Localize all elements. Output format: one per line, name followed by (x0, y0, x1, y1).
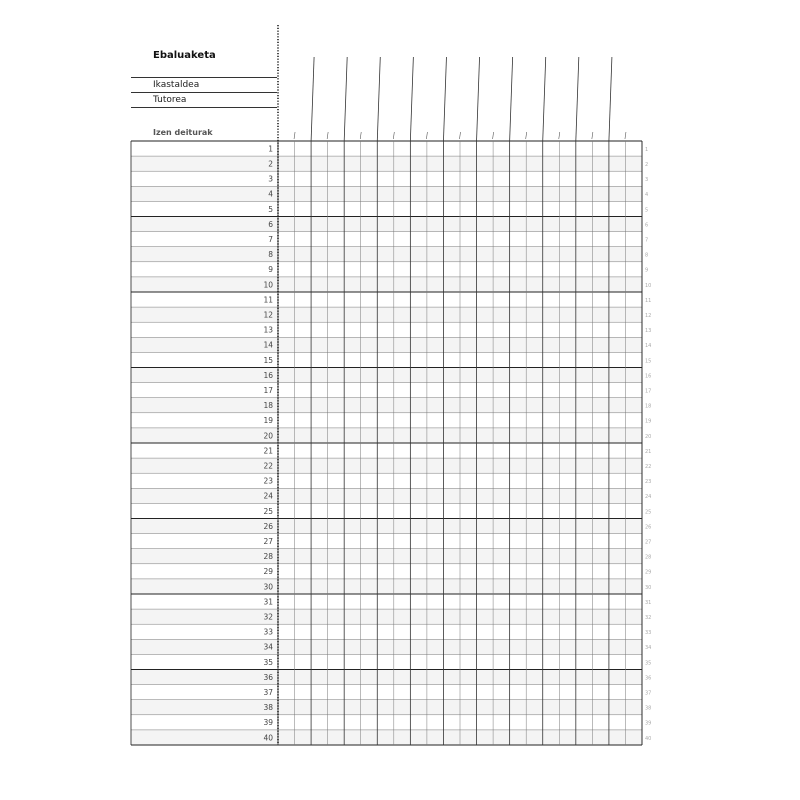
row-shade (131, 277, 642, 292)
row-number-secondary: 11 (645, 297, 652, 304)
row-number-secondary: 19 (645, 418, 652, 425)
row-shade (131, 639, 642, 654)
row-number: 10 (263, 280, 273, 290)
header-tick (592, 132, 593, 139)
header-slant-line (477, 57, 480, 141)
row-number: 25 (263, 506, 273, 516)
row-number: 6 (268, 219, 273, 229)
row-number: 16 (263, 370, 273, 380)
field-label-group: Ikastaldea (153, 80, 200, 90)
row-number-secondary: 5 (645, 207, 649, 214)
row-number-secondary: 35 (645, 660, 652, 667)
row-shade (131, 217, 642, 232)
row-number-secondary: 26 (645, 524, 652, 531)
row-number: 12 (263, 310, 273, 320)
row-number: 40 (263, 733, 273, 743)
row-shade (131, 186, 642, 201)
row-number: 14 (263, 340, 273, 350)
row-number-secondary: 16 (645, 373, 652, 380)
row-number: 27 (263, 536, 273, 546)
row-number: 15 (263, 355, 273, 365)
row-number-secondary: 38 (645, 705, 652, 712)
row-shade (131, 307, 642, 322)
row-number-secondary: 39 (645, 720, 652, 727)
row-number-secondary: 9 (645, 267, 649, 274)
header-slant-line (543, 57, 546, 141)
header-tick (327, 132, 328, 139)
header-slant-line (510, 57, 513, 141)
row-number: 13 (263, 325, 273, 335)
row-number-secondary: 2 (645, 161, 649, 168)
header-tick (460, 132, 461, 139)
row-number: 32 (263, 612, 273, 622)
header-slant-line (609, 57, 612, 141)
header-tick (360, 132, 361, 139)
row-number-secondary: 29 (645, 569, 652, 576)
row-number-secondary: 40 (645, 735, 652, 742)
row-number-secondary: 37 (645, 690, 652, 697)
row-number-secondary: 33 (645, 630, 652, 637)
row-number-secondary: 13 (645, 328, 652, 335)
row-number: 2 (268, 159, 273, 169)
row-number-secondary: 36 (645, 675, 652, 682)
row-number-secondary: 20 (645, 433, 652, 440)
header-slant-line (443, 57, 446, 141)
row-number: 24 (263, 491, 273, 501)
row-number-secondary: 3 (645, 177, 649, 184)
row-shade (131, 549, 642, 564)
row-shade (131, 700, 642, 715)
row-shade (131, 579, 642, 594)
row-number-secondary: 6 (645, 222, 649, 229)
row-number-secondary: 10 (645, 282, 652, 289)
row-number: 21 (263, 446, 273, 456)
row-number: 22 (263, 461, 273, 471)
row-number-secondary: 8 (645, 252, 649, 259)
row-shade (131, 730, 642, 745)
row-number: 19 (263, 416, 273, 426)
row-number: 31 (263, 597, 273, 607)
row-number-secondary: 30 (645, 584, 652, 591)
row-shade (131, 368, 642, 383)
row-number: 1 (268, 144, 273, 154)
row-number: 33 (263, 627, 273, 637)
row-shade (131, 670, 642, 685)
names-column-label: Izen deiturak (153, 128, 213, 137)
row-number-secondary: 32 (645, 614, 652, 621)
row-number: 8 (268, 250, 273, 260)
header-tick (559, 132, 560, 139)
row-shade (131, 156, 642, 171)
row-number: 23 (263, 476, 273, 486)
row-number-secondary: 25 (645, 509, 652, 516)
row-shade (131, 428, 642, 443)
row-number: 20 (263, 431, 273, 441)
row-number: 7 (268, 234, 273, 244)
header-tick (493, 132, 494, 139)
row-number: 30 (263, 582, 273, 592)
row-number: 26 (263, 521, 273, 531)
row-number: 38 (263, 703, 273, 713)
row-number-secondary: 28 (645, 554, 652, 561)
row-number: 4 (268, 189, 273, 199)
row-number-secondary: 17 (645, 388, 652, 395)
header-tick (625, 132, 626, 139)
row-number-secondary: 12 (645, 312, 652, 319)
field-label-tutor: Tutorea (153, 95, 187, 105)
row-number-secondary: 34 (645, 645, 652, 652)
row-number-secondary: 4 (645, 192, 649, 199)
row-shade (131, 609, 642, 624)
row-number-secondary: 24 (645, 494, 652, 501)
row-number: 39 (263, 718, 273, 728)
row-shade (131, 458, 642, 473)
header-slant-line (344, 57, 347, 141)
row-number-secondary: 1 (645, 146, 649, 153)
row-number: 29 (263, 567, 273, 577)
row-number-secondary: 18 (645, 403, 652, 410)
header-tick (526, 132, 527, 139)
row-number: 5 (268, 204, 273, 214)
page-title: Ebaluaketa (153, 50, 216, 61)
row-number-secondary: 31 (645, 599, 652, 606)
row-number: 9 (268, 265, 273, 275)
header-slant-line (377, 57, 380, 141)
row-number-secondary: 14 (645, 343, 652, 350)
header-slant-line (576, 57, 579, 141)
header-tick (393, 132, 394, 139)
row-shade (131, 519, 642, 534)
row-number: 28 (263, 552, 273, 562)
row-number-secondary: 23 (645, 479, 652, 486)
row-shade (131, 337, 642, 352)
row-number: 35 (263, 657, 273, 667)
row-number: 18 (263, 401, 273, 411)
row-number-secondary: 21 (645, 448, 652, 455)
row-number: 37 (263, 687, 273, 697)
row-number: 3 (268, 174, 273, 184)
header-slant-line (311, 57, 314, 141)
row-number: 36 (263, 672, 273, 682)
row-number-secondary: 27 (645, 539, 652, 546)
row-number: 34 (263, 642, 273, 652)
row-shade (131, 247, 642, 262)
row-shade (131, 488, 642, 503)
row-number: 17 (263, 385, 273, 395)
row-number-secondary: 7 (645, 237, 649, 244)
header-tick (426, 132, 427, 139)
row-number: 11 (263, 295, 273, 305)
row-shade (131, 398, 642, 413)
header-slant-line (410, 57, 413, 141)
row-number-secondary: 22 (645, 463, 652, 470)
header-tick (294, 132, 295, 139)
row-number-secondary: 15 (645, 358, 652, 365)
